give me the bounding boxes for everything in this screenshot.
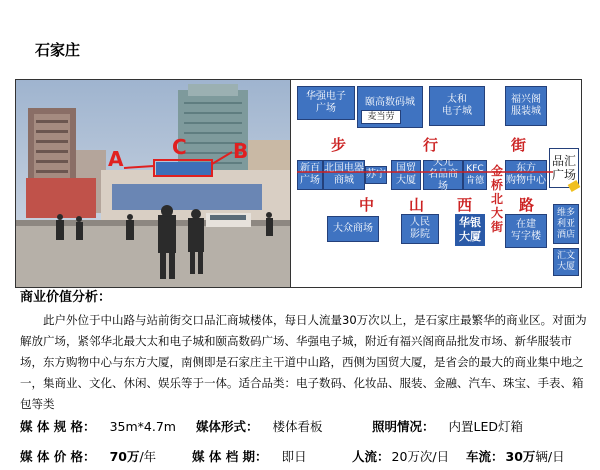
building-beiguo-electric: 北国电器 商城 [323,160,365,190]
building-huiwen: 汇文 大厦 [553,248,579,276]
building-xinbai: 新百 广场 [297,160,323,190]
spec-car-label: 车流： [466,449,504,464]
photo-label-c: C [172,135,187,159]
spec-light-label: 照明情况： [372,419,435,434]
spec-people-label: 人流： [352,449,390,464]
street-photo [15,79,292,288]
building-guomao: 国贸 大厦 [391,160,421,190]
building-suning: 苏宁 [365,166,387,184]
building-tianyuan: 天元 名品商场 [423,160,463,190]
spec-size [20,417,176,435]
building-huaqiang-plaza: 华强电子 广场 [297,86,355,120]
building-huayin: 华银 大厦 [455,214,485,246]
building-dongfang: 东方 购物中心 [505,160,547,190]
building-zaijian: 在建 写字楼 [505,214,547,248]
spec-light-value: 内置LED灯箱 [448,419,524,434]
spec-car-value: 30万 [505,449,536,464]
building-fuxingge: 福兴阁 服装城 [505,86,547,126]
spec-price-label: 媒 体 价 格： [20,449,96,464]
spec-light [372,417,523,435]
building-pinhui: 品汇 广场 [549,148,579,188]
building-jixing-digital: 颐高数码城 [357,86,423,128]
road-jie: 街 [511,136,527,154]
spec-price-unit: /年 [139,449,157,464]
spec-people-value: 20万次/日 [391,449,450,464]
building-mcdonalds: 麦当劳 [361,110,401,124]
spec-price-value: 70万 [109,449,140,464]
analysis-heading: 商业价值分析： [20,290,112,305]
spec-size-label: 媒 体 规 格： [20,419,96,434]
analysis-body: 此户外位于中山路与站前街交口品汇商城楼体，每日人流量30万次以上，是石家庄最繁华的商业区。对面为解放广场，紧邻华北最大太和电子城和颐高数码广场、华强电子城，附近有福兴阁商品批发市场、新华服装市场，东方购物中心与东方大厦，南侧即是石家庄主干道中山路，西侧为国贸大厦，是省会的最大的商业集中地之一，集商业、文化、休闲、娱乐等于一体。适合品类：电子数码、化妆品、服装、金融、汽车、珠宝、手表、箱包等类 [20,313,587,411]
road-lu: 路 [519,196,535,214]
spec-people [352,447,449,465]
road-zhong: 中 [359,196,375,214]
spec-form-label: 媒体形式： [196,419,259,434]
spec-period-label: 媒 体 档 期： [192,449,268,464]
road-xi: 西 [457,196,473,214]
spec-period [192,447,307,465]
building-weiduoliya: 维多 利亚 酒店 [553,204,579,244]
spec-price [20,447,156,465]
road-xing: 行 [423,136,439,154]
spec-car [466,447,565,465]
spec-form-value: 楼体看板 [272,419,323,434]
street-line [291,80,581,287]
spec-period-value: 即日 [281,449,307,464]
road-bu: 步 [331,136,347,154]
building-kfc: KFC 肯德 [463,160,487,190]
building-taihe: 太和 电子城 [429,86,485,126]
photo-label-b: B [233,139,249,163]
photo-label-a: A [108,147,124,171]
city-title: 石家庄 [35,41,81,59]
spec-form [196,417,323,435]
road-shan: 山 [409,196,425,214]
spec-size-value: 35m*4.7m [109,419,176,434]
spec-car-unit: 辆/日 [535,449,565,464]
building-renmin-cinema: 人民 影院 [401,214,439,244]
location-map [290,79,582,288]
building-dazhong: 大众商场 [327,216,379,242]
road-jinqiao: 金 桥 北 大 街 [490,164,503,234]
